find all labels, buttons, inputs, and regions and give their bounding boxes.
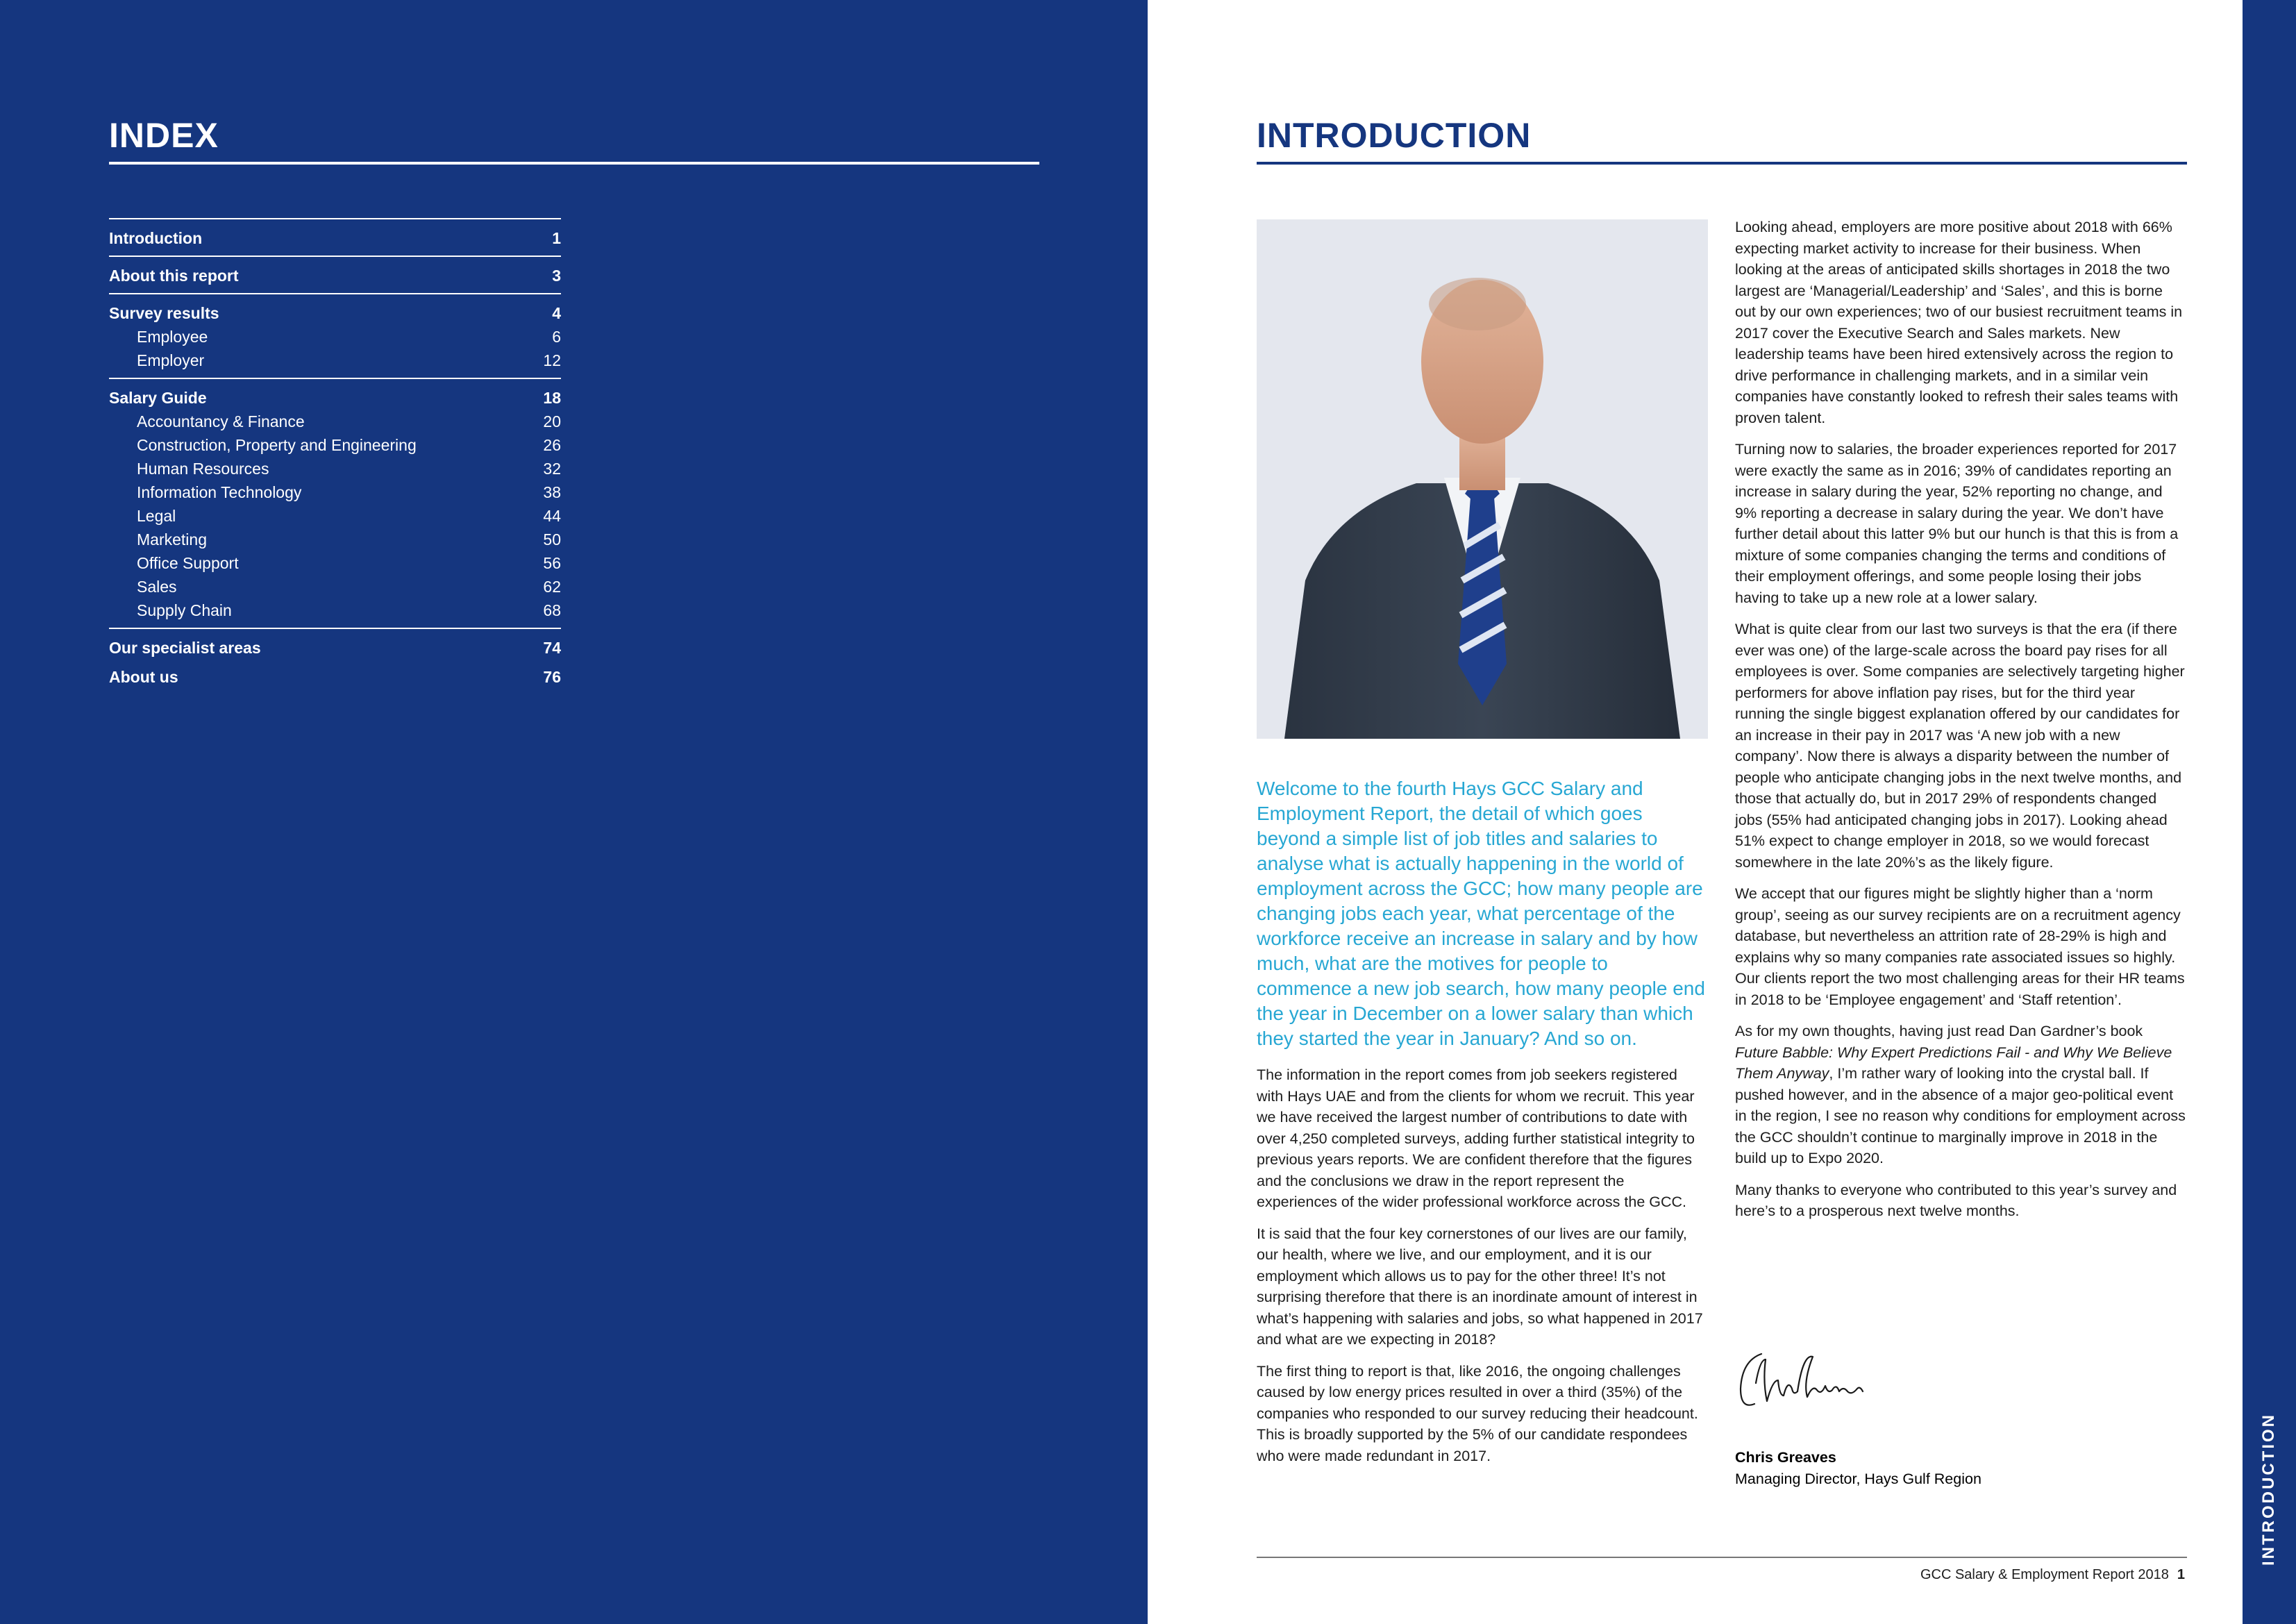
- index-entry-label: Salary Guide: [109, 389, 207, 407]
- index-entry[interactable]: [109, 504, 561, 528]
- index-entry[interactable]: [109, 433, 561, 457]
- signer-name: Chris Greaves: [1735, 1449, 1836, 1466]
- index-entry-label: Information Technology: [137, 483, 302, 501]
- body-paragraph: We accept that our figures might be slightly higher than a ‘norm group’, seeing as our survey recipients are on a recruitment agency database, but nevertheless an attrition rate of 28-29% is high and explains why so many companies rate associated issues so highly. Our clients report the two most challenging areas for their HR teams in 2018 to be ‘Employee engagement’ and ‘Staff retention’.: [1735, 885, 2185, 1008]
- body-paragraph: What is quite clear from our last two surveys is that the era (if there ever was one) of the large-scale across the board pay rises for all employees is over. Some companies are selectively targeting higher performers for above inflation pay rises, but for the third year running the single biggest explanation offered by our candidates for an increase in their pay in 2017 was ‘A new job with a new company’. Now there is always a disparity between the number of people who anticipate changing jobs in the next twelve months, and those that actually do, but in 2017 29% of respondents changed jobs (55% had anticipated changing jobs in 2017). Looking ahead 51% expect to change employer in 2018, so we would forecast somewhere in the late 20%’s as the likely figure.: [1735, 621, 2185, 871]
- body-paragraph: Many thanks to everyone who contributed to this year’s survey and here’s to a prosperous next twelve months.: [1735, 1181, 2177, 1219]
- index-entry[interactable]: [109, 301, 561, 325]
- index-entry-page: 1: [552, 229, 561, 247]
- index-title: INDEX: [109, 116, 219, 155]
- index-entry-page: 68: [543, 601, 561, 619]
- index-entry[interactable]: [109, 480, 561, 504]
- index-entry[interactable]: [109, 349, 561, 372]
- index-entry-page: 32: [543, 460, 561, 478]
- introduction-title: INTRODUCTION: [1257, 116, 1532, 155]
- body-paragraph: Turning now to salaries, the broader experiences reported for 2017 were exactly the same as in 2016; 39% of candidates reporting an increase in salary during the year, 52% reporting no change, and 9% reporting a decrease in salary during the year. We don’t have further detail about this latter 9% but our hunch is that this is from a mixture of some companies changing the terms and conditions of their employment offerings, and some people losing their jobs having to take up a new role at a lower salary.: [1735, 441, 2179, 606]
- signature-image: [1735, 1340, 1867, 1416]
- body-text: , I’m rather wary of looking into the crystal ball. If pushed however, and in the absence of a major geo-political event in the region, I see no reason why conditions for employment across the GCC shouldn’t continue to marginally improve in 2018 in the build up to Expo 2020.: [1735, 1065, 2186, 1166]
- index-group: [109, 665, 561, 694]
- index-entry-page: 3: [552, 267, 561, 285]
- index-entry-label: Legal: [137, 507, 176, 525]
- index-entry[interactable]: [109, 226, 561, 250]
- index-entry[interactable]: [109, 457, 561, 480]
- body-text: As for my own thoughts, having just read Dan Gardner’s book: [1735, 1023, 2143, 1039]
- body-column-right: [1735, 217, 2186, 1232]
- index-entry-page: 56: [543, 554, 561, 572]
- index-entry-label: Our specialist areas: [109, 639, 261, 657]
- index-entry-label: Marketing: [137, 530, 207, 549]
- index-entry-page: 44: [543, 507, 561, 525]
- index-entry-label: About this report: [109, 267, 239, 285]
- index-entry[interactable]: [109, 264, 561, 287]
- index-entry[interactable]: [109, 551, 561, 575]
- index-entry[interactable]: [109, 665, 561, 689]
- index-entry[interactable]: [109, 325, 561, 349]
- index-entry-page: 20: [543, 412, 561, 430]
- lead-paragraph: Welcome to the fourth Hays GCC Salary and Employment Report, the detail of which goes beyond a simple list of job titles and salaries to analyse what is actually happening in the world of employment across the GCC; how many people are changing jobs each year, what percentage of the workforce receive an increase in salary and by how much, what are the motives for people to commence a new job search, how many people end the year in December on a lower salary than which they started the year in January? And so on.: [1257, 778, 1705, 1049]
- index-entry-page: 12: [543, 351, 561, 369]
- book-title: Future Babble: Why Expert Predictions Fail - and Why We Believe Them Anyway: [1735, 1044, 2172, 1082]
- index-entry[interactable]: [109, 598, 561, 622]
- footer: [1920, 1567, 2185, 1583]
- body-paragraph: [1735, 1021, 2186, 1169]
- signer-role: Managing Director, Hays Gulf Region: [1735, 1471, 1981, 1487]
- index-entry-label: Introduction: [109, 229, 203, 247]
- index-group: [109, 628, 561, 665]
- index-group: [109, 256, 561, 293]
- body-paragraph: It is said that the four key cornerstones of our lives are our family, our health, where we live, and our employment, and it is our employment which allows us to pay for the other three! It’s not surprising therefore that there is an inordinate amount of interest in what’s happening with salaries and jobs, so what happened in 2017 and what are we expecting in 2018?: [1257, 1225, 1703, 1348]
- index-entry[interactable]: [109, 636, 561, 660]
- index-title-divider: [109, 162, 1039, 165]
- portrait-photo: [1257, 219, 1708, 739]
- index-entry-label: Office Support: [137, 554, 239, 572]
- index-entry-label: Sales: [137, 578, 177, 596]
- index-entry-label: About us: [109, 668, 178, 686]
- index-entry-page: 18: [543, 389, 561, 407]
- footer-page-number: 1: [2177, 1567, 2185, 1582]
- index-entry-page: 62: [543, 578, 561, 596]
- index-entry[interactable]: [109, 410, 561, 433]
- index-entry[interactable]: [109, 386, 561, 410]
- index-entry-label: Accountancy & Finance: [137, 412, 305, 430]
- body-paragraph: Looking ahead, employers are more positive about 2018 with 66% expecting market activity to increase for their business. When looking at the areas of anticipated skills shortages in 2018 the two largest are ‘Managerial/Leadership’ and ‘Sales’, and this is borne out by our own experiences; two of our busiest recruitment teams in 2017 cover the Executive Search and Sales markets. New leadership teams have been hired extensively across the region to drive performance in challenging markets, and in a similar vein companies have constantly looked to refresh their sales teams with proven talent.: [1735, 219, 2183, 426]
- footer-report-title: GCC Salary & Employment Report 2018: [1920, 1567, 2169, 1582]
- index-entry-label: Human Resources: [137, 460, 269, 478]
- index-entry-label: Employee: [137, 328, 208, 346]
- index-entry[interactable]: [109, 575, 561, 598]
- body-column-left: [1257, 1064, 1708, 1477]
- index-entry-label: Employer: [137, 351, 205, 369]
- index-entry-page: 76: [543, 668, 561, 686]
- index-entry-label: Construction, Property and Engineering: [137, 436, 417, 454]
- index-entry-page: 4: [552, 304, 561, 322]
- body-paragraph: The first thing to report is that, like 2016, the ongoing challenges caused by low energy prices resulted in over a third (35%) of the companies who responded to our survey reducing their headcount. This is broadly supported by the 5% of our candidate respondees who were made redundant in 2017.: [1257, 1362, 1698, 1464]
- section-side-tab-label: INTRODUCTION: [2259, 1413, 2278, 1566]
- index-entry-label: Supply Chain: [137, 601, 232, 619]
- introduction-title-divider: [1257, 162, 2187, 165]
- index-entry-label: Survey results: [109, 304, 219, 322]
- body-paragraph: The information in the report comes from job seekers registered with Hays UAE and from the clients for whom we recruit. This year we have received the largest number of contributions to date with over 4,250 completed surveys, adding further statistical integrity to previous years reports. We are confident therefore that the figures and the conclusions we draw in the report represent the experiences of the wider professional workforce across the GCC.: [1257, 1066, 1695, 1210]
- index-group: [109, 293, 561, 378]
- section-side-tab: [2243, 0, 2296, 1624]
- index-entry-page: 38: [543, 483, 561, 501]
- index-entry-page: 50: [543, 530, 561, 549]
- index-entry-page: 6: [552, 328, 561, 346]
- index-entry[interactable]: [109, 528, 561, 551]
- index-group: [109, 218, 561, 256]
- index-group: [109, 378, 561, 628]
- footer-divider: [1257, 1557, 2187, 1558]
- index-list: [109, 218, 561, 694]
- index-entry-page: 26: [543, 436, 561, 454]
- index-entry-page: 74: [543, 639, 561, 657]
